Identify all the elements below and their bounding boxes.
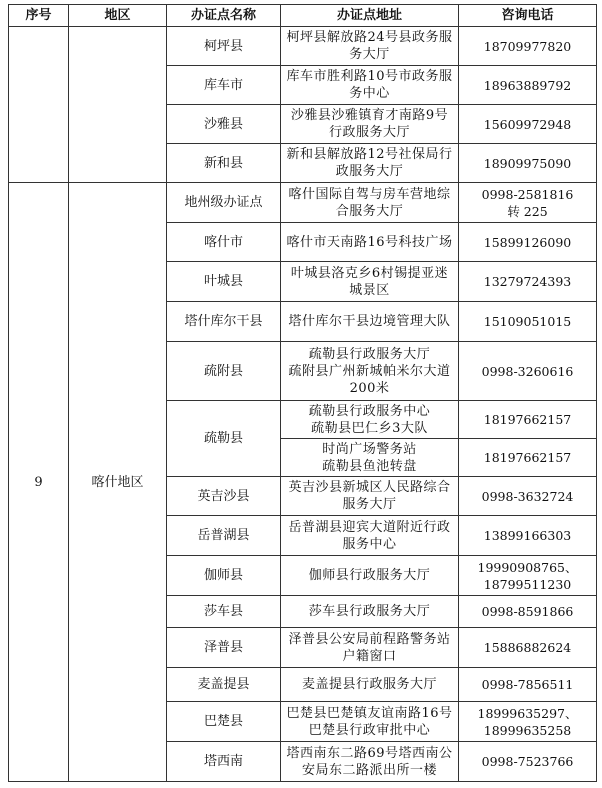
office-phone: 0998-7856511 bbox=[459, 668, 597, 702]
office-address: 沙雅县沙雅镇育才南路9号行政服务大厅 bbox=[281, 105, 459, 144]
office-address: 英吉沙县新城区人民路综合服务大厅 bbox=[281, 477, 459, 516]
region-cell: 喀什地区 bbox=[69, 183, 167, 782]
office-name: 地州级办证点 bbox=[167, 183, 281, 223]
office-address: 疏勒县行政服务中心 疏勒县巴仁乡3大队 bbox=[281, 401, 459, 439]
office-name: 塔西南 bbox=[167, 742, 281, 782]
office-address: 泽普县公安局前程路警务站户籍窗口 bbox=[281, 628, 459, 668]
office-phone: 18197662157 bbox=[459, 439, 597, 477]
office-phone: 18963889792 bbox=[459, 66, 597, 105]
service-points-table bbox=[8, 4, 597, 782]
office-name: 英吉沙县 bbox=[167, 477, 281, 516]
office-address: 时尚广场警务站 疏勒县鱼池转盘 bbox=[281, 439, 459, 477]
office-name: 新和县 bbox=[167, 144, 281, 183]
region-cell-empty bbox=[69, 27, 167, 183]
office-name: 莎车县 bbox=[167, 596, 281, 628]
header-office-address: 办证点地址 bbox=[281, 5, 459, 27]
office-phone: 15609972948 bbox=[459, 105, 597, 144]
office-address: 巴楚县巴楚镇友谊南路16号巴楚县行政审批中心 bbox=[281, 702, 459, 742]
office-name: 塔什库尔干县 bbox=[167, 302, 281, 342]
office-address: 喀什国际自驾与房车营地综合服务大厅 bbox=[281, 183, 459, 223]
office-phone: 13279724393 bbox=[459, 262, 597, 302]
office-phone: 0998-3632724 bbox=[459, 477, 597, 516]
office-address: 莎车县行政服务大厅 bbox=[281, 596, 459, 628]
office-phone: 18709977820 bbox=[459, 27, 597, 66]
office-address: 疏勒县行政服务大厅 疏附县广州新城帕米尔大道200米 bbox=[281, 342, 459, 401]
office-phone: 15886882624 bbox=[459, 628, 597, 668]
office-name: 疏勒县 bbox=[167, 401, 281, 477]
office-name: 疏附县 bbox=[167, 342, 281, 401]
office-phone: 18909975090 bbox=[459, 144, 597, 183]
office-name: 伽师县 bbox=[167, 556, 281, 596]
office-address: 塔西南东二路69号塔西南公安局东二路派出所一楼 bbox=[281, 742, 459, 782]
office-phone: 18197662157 bbox=[459, 401, 597, 439]
office-phone: 19990908765、 18799511230 bbox=[459, 556, 597, 596]
office-phone: 15109051015 bbox=[459, 302, 597, 342]
office-address: 库车市胜利路10号市政务服务中心 bbox=[281, 66, 459, 105]
office-address: 伽师县行政服务大厅 bbox=[281, 556, 459, 596]
office-name: 叶城县 bbox=[167, 262, 281, 302]
office-phone: 0998-7523766 bbox=[459, 742, 597, 782]
header-index: 序号 bbox=[9, 5, 69, 27]
office-address: 柯坪县解放路24号县政务服务大厅 bbox=[281, 27, 459, 66]
office-address: 新和县解放路12号社保局行政服务大厅 bbox=[281, 144, 459, 183]
header-phone: 咨询电话 bbox=[459, 5, 597, 27]
index-cell-empty bbox=[9, 27, 69, 183]
office-address: 塔什库尔干县边境管理大队 bbox=[281, 302, 459, 342]
office-address: 岳普湖县迎宾大道附近行政服务中心 bbox=[281, 516, 459, 556]
table-row bbox=[9, 183, 597, 223]
office-phone: 13899166303 bbox=[459, 516, 597, 556]
office-name: 库车市 bbox=[167, 66, 281, 105]
office-address: 麦盖提县行政服务大厅 bbox=[281, 668, 459, 702]
header-region: 地区 bbox=[69, 5, 167, 27]
office-phone: 0998-8591866 bbox=[459, 596, 597, 628]
office-phone: 15899126090 bbox=[459, 223, 597, 262]
office-name: 巴楚县 bbox=[167, 702, 281, 742]
office-address: 喀什市天南路16号科技广场 bbox=[281, 223, 459, 262]
office-name: 柯坪县 bbox=[167, 27, 281, 66]
header-office-name: 办证点名称 bbox=[167, 5, 281, 27]
office-phone: 0998-3260616 bbox=[459, 342, 597, 401]
office-name: 沙雅县 bbox=[167, 105, 281, 144]
office-phone: 18999635297、 18999635258 bbox=[459, 702, 597, 742]
office-name: 岳普湖县 bbox=[167, 516, 281, 556]
header-row bbox=[9, 5, 597, 27]
office-name: 喀什市 bbox=[167, 223, 281, 262]
office-name: 泽普县 bbox=[167, 628, 281, 668]
office-name: 麦盖提县 bbox=[167, 668, 281, 702]
office-phone: 0998-2581816 转 225 bbox=[459, 183, 597, 223]
index-cell: 9 bbox=[9, 183, 69, 782]
office-address: 叶城县洛克乡6村锡提亚迷城景区 bbox=[281, 262, 459, 302]
table-row bbox=[9, 27, 597, 66]
